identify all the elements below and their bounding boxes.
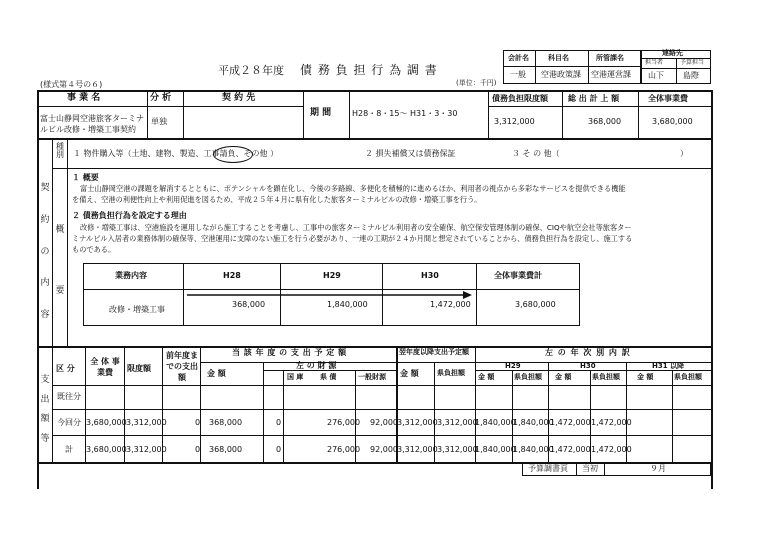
schedule-h28-value: 368,000 xyxy=(232,300,266,309)
contact-header: 連絡先 xyxy=(662,49,683,57)
debt-limit-value: 3,312,000 xyxy=(494,117,535,126)
previous-years-header: 前年度までの支出額 xyxy=(166,351,198,382)
h29-amount-header: 金 額 xyxy=(478,373,495,381)
overview-label: 概 要 xyxy=(55,225,65,296)
category-item-3: ３ そ の 他（ xyxy=(512,149,560,158)
subject-value: 空港政策課 xyxy=(541,70,581,79)
current-national: 0 xyxy=(276,418,282,427)
contractor-header: 契 約 先 xyxy=(222,93,256,103)
period-label: 期 間 xyxy=(310,108,332,118)
h31-header: H31 以降 xyxy=(652,362,685,370)
period-value: H28・8・15～ H31・3・30 xyxy=(352,109,458,118)
budget-month: ９月 xyxy=(650,464,666,473)
section-2-heading: ２ 債務負担行為を設定する理由 xyxy=(72,211,187,220)
schedule-header-h30: H30 xyxy=(421,271,439,280)
total-previous: 0 xyxy=(195,445,201,454)
department-header: 所管課名 xyxy=(596,54,624,62)
total-appropriation-header: 総 出 計 上 額 xyxy=(568,94,620,103)
section-2-line-3: ものである。 xyxy=(72,245,116,254)
document-title: 債 務 負 担 行 為 調 書 xyxy=(300,63,438,77)
row-label-existing: 既往分 xyxy=(57,392,81,401)
total-total-cost: 3,680,000 xyxy=(86,445,127,454)
yearly-breakdown-header: 左 の 年 次 別 内 訳 xyxy=(545,348,631,357)
analysis-header: 分 析 xyxy=(150,93,172,103)
schedule-header-work: 業務内容 xyxy=(115,271,147,280)
total-general: 92,000 xyxy=(370,445,398,454)
current-bond: 276,000 xyxy=(327,418,361,427)
schedule-row-label: 改修・増築工事 xyxy=(109,305,165,314)
category-item-1: １ 物件購入等（土地、建物、製造、工事請負、その他 ） xyxy=(73,149,279,158)
section-1-heading: １ 概要 xyxy=(72,173,99,182)
schedule-h30-value: 1,472,000 xyxy=(430,300,471,309)
current-year-header: 当 該 年 度 の 支 出 予 定 額 xyxy=(232,348,347,357)
next-years-header: 翌年度以降支出予定額 xyxy=(399,348,469,356)
selected-circle xyxy=(213,146,253,163)
project-name: 富士山静岡空港旅客ターミナルビル改修・増築工事契約 xyxy=(40,114,144,134)
section-2-line-2: ミナルビル入居者の業務体制の確保等、空港運用に支障のない施工を行う必要があり、一連の工期が２４か月間と想定されていることから、債務負担行為を設定し、施工する xyxy=(72,234,633,243)
row-label-total: 計 xyxy=(65,445,73,454)
h29-header: H29 xyxy=(505,362,521,370)
total-national: 0 xyxy=(276,445,282,454)
h30-header: H30 xyxy=(580,362,596,370)
current-previous: 0 xyxy=(195,418,201,427)
total-next-burden: 3,312,000 xyxy=(437,445,478,454)
project-name-header: 事 業 名 xyxy=(67,93,101,103)
next-burden-header: 県負担額 xyxy=(437,369,465,377)
next-amount-header: 金 額 xyxy=(400,369,419,378)
national-treasury-header: 国 庫 xyxy=(287,373,304,381)
h31-burden-header: 県負担額 xyxy=(674,373,702,381)
current-h29-burden: 1,840,000 xyxy=(513,418,554,427)
contact-sub-2: 予算担当 xyxy=(680,59,705,66)
account-value: 一般 xyxy=(510,70,526,79)
subject-header: 科目名 xyxy=(548,54,569,62)
total-h30-amount: 1,472,000 xyxy=(550,445,591,454)
form-number: (様式第４号の６) xyxy=(40,80,103,89)
total-h30-burden: 1,472,000 xyxy=(591,445,632,454)
limit-header: 限度額 xyxy=(127,364,151,373)
budget-person: 島際 xyxy=(683,71,699,80)
schedule-h29-value: 1,840,000 xyxy=(327,300,368,309)
category-label: 種別 xyxy=(55,142,65,158)
contract-content-label: 契 約 の 内 容 xyxy=(40,183,50,320)
total-next-amount: 3,312,000 xyxy=(397,445,438,454)
debt-limit-header: 債務負担限度額 xyxy=(492,94,548,103)
current-next-amount: 3,312,000 xyxy=(397,418,438,427)
schedule-header-total: 全体事業費計 xyxy=(494,271,542,280)
department-value: 空港運営課 xyxy=(591,70,631,79)
category-item-2: ２ 損失補償又は債務保証 xyxy=(365,149,456,158)
schedule-header-h29: H29 xyxy=(323,271,341,280)
total-appropriation-value: 368,000 xyxy=(588,117,622,126)
budget-page-label: 予算調書頁 xyxy=(528,464,568,473)
current-h30-burden: 1,472,000 xyxy=(591,418,632,427)
analysis-value: 単独 xyxy=(151,117,167,126)
section-2-line-1: 改修・増築工事は、空港施設を運用しながら施工することを考慮し、工事中の旅客ターミナルビル利用者の安全確保、航空保安管理体制の確保、CIQや航空会社等旅客ター xyxy=(80,223,632,232)
current-total-cost: 3,680,000 xyxy=(86,418,127,427)
row-label-current: 今回分 xyxy=(57,418,81,427)
section-1-line-1: 富士山静岡空港の課題を解消するとともに、ポテンシャルを顕在化し、今後の多路線、多便化を積極的に進めるほか、利用者の視点から多彩なサービスを提供できる機能 xyxy=(80,184,626,193)
funding-source-header: 左 の 財 源 xyxy=(296,361,337,370)
budget-page-value: 当初 xyxy=(582,464,598,473)
kubun-header: 区 分 xyxy=(56,364,75,373)
h29-burden-header: 県負担額 xyxy=(514,373,542,381)
current-limit: 3,312,000 xyxy=(126,418,167,427)
total-limit: 3,312,000 xyxy=(126,445,167,454)
unit-label: (単位：千円) xyxy=(456,79,497,87)
schedule-total-value: 3,680,000 xyxy=(515,300,556,309)
total-h29-amount: 1,840,000 xyxy=(475,445,516,454)
section-1-line-2: を備え、空港の利便性向上や利用促進を図るため、平成２５年４月に県有化した旅客ターミナルビルの改修・増築工事を行う。 xyxy=(72,195,482,204)
current-amount: 368,000 xyxy=(209,418,243,427)
current-next-burden: 3,312,000 xyxy=(437,418,478,427)
h30-burden-header: 県負担額 xyxy=(592,373,620,381)
general-revenue-header: 一般財源 xyxy=(358,373,386,381)
total-h29-burden: 1,840,000 xyxy=(513,445,554,454)
contact-person: 山下 xyxy=(648,71,664,80)
total-amount: 368,000 xyxy=(209,445,243,454)
h30-amount-header: 金 額 xyxy=(555,373,572,381)
account-header: 会計名 xyxy=(508,54,529,62)
total-bond: 276,000 xyxy=(327,445,361,454)
total-project-cost-header: 全体事業費 xyxy=(648,94,688,103)
current-general: 92,000 xyxy=(370,418,398,427)
fiscal-year: 平成２８年度 xyxy=(218,64,284,77)
current-amount-header: 金 額 xyxy=(207,369,226,378)
total-cost-header: 全 体 事業費 xyxy=(90,357,120,377)
schedule-span-arrow xyxy=(185,291,475,299)
expenditure-label: 支 出 額 等 xyxy=(40,375,50,444)
schedule-header-h28: H28 xyxy=(223,271,241,280)
category-item-3-close: ） xyxy=(680,149,688,158)
contact-sub-1: 担当者 xyxy=(645,59,664,66)
current-h29-amount: 1,840,000 xyxy=(475,418,516,427)
current-h30-amount: 1,472,000 xyxy=(550,418,591,427)
h31-amount-header: 金 額 xyxy=(637,373,654,381)
total-project-cost-value: 3,680,000 xyxy=(652,117,693,126)
prefectural-bond-header: 県 債 xyxy=(320,373,337,381)
